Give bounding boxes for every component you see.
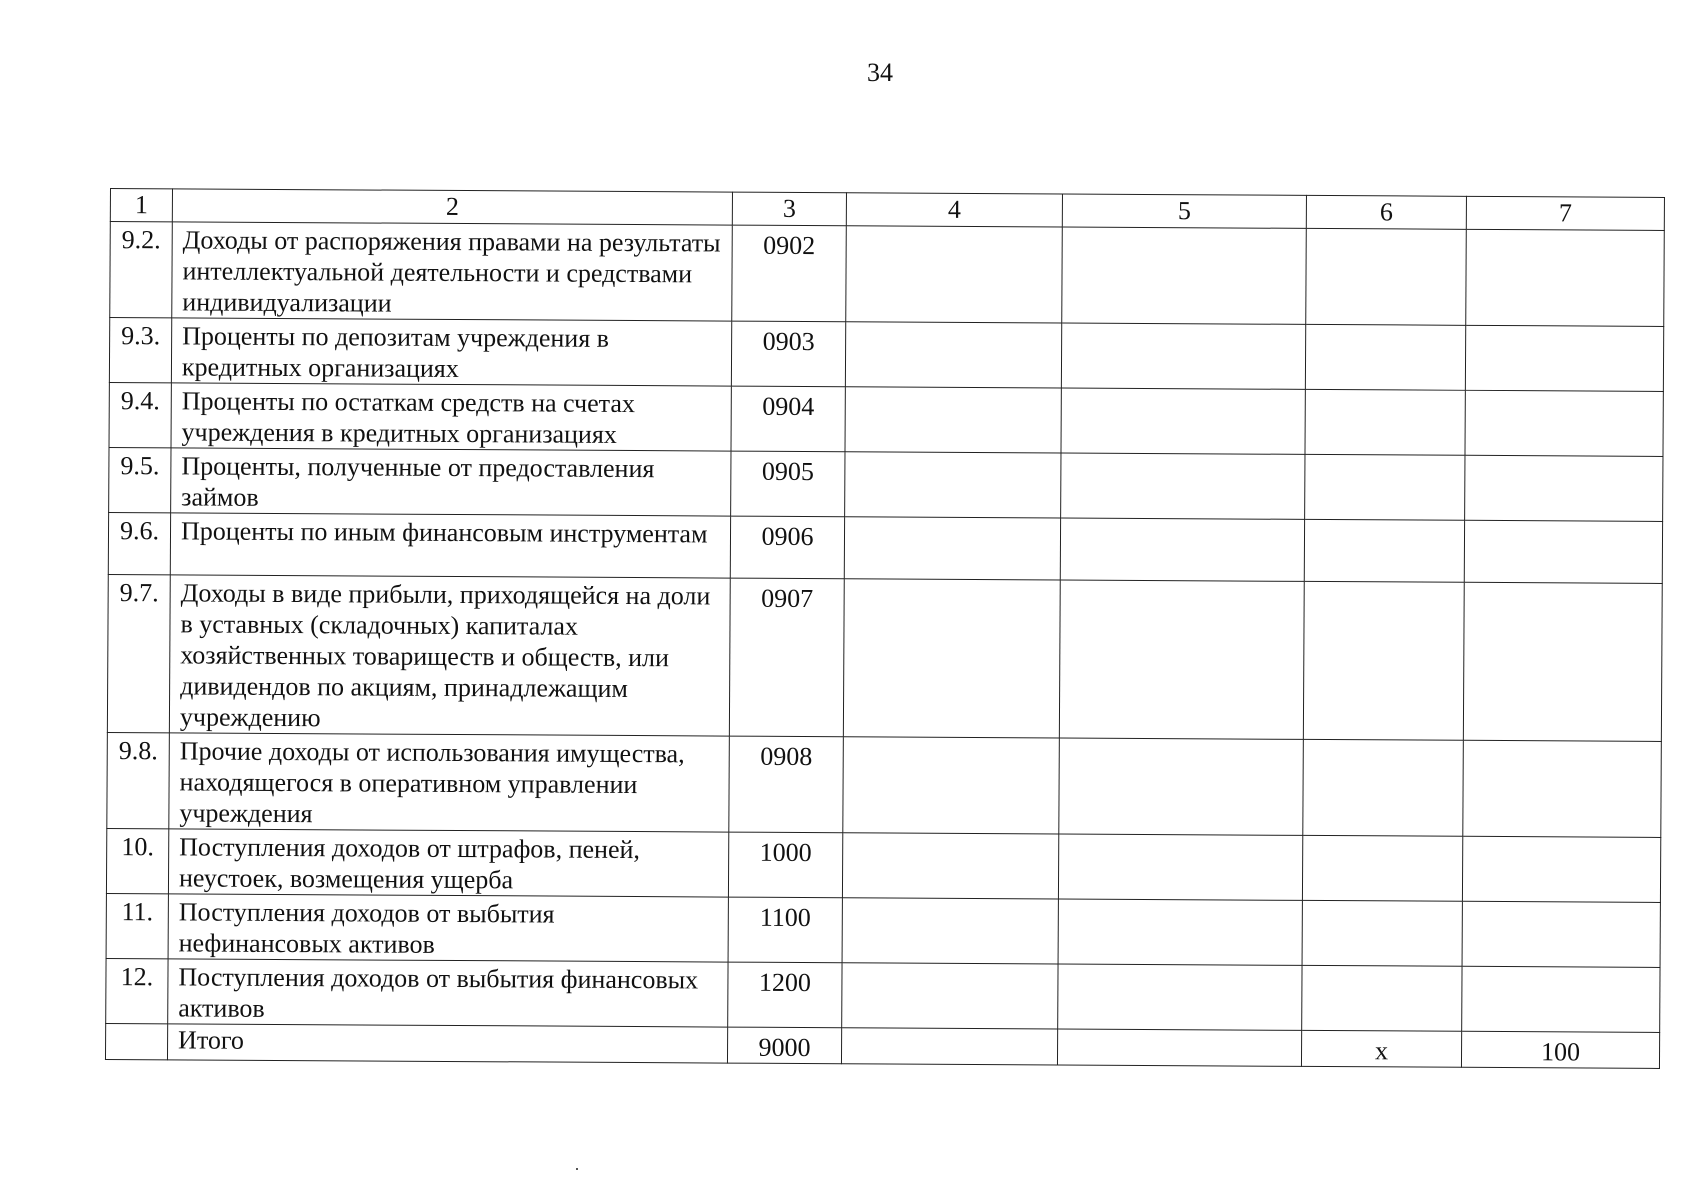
row-number: 9.2. bbox=[110, 222, 173, 318]
row-description: Проценты по остаткам средств на счетах учреждения в кредитных организациях bbox=[171, 383, 731, 451]
cell-col6 bbox=[1306, 228, 1467, 325]
table-row bbox=[109, 382, 1663, 456]
row-description: Поступления доходов от выбытия нефинансовых активов bbox=[168, 894, 728, 962]
row-code: 1000 bbox=[728, 832, 842, 898]
cell-col7 bbox=[1465, 390, 1663, 456]
cell-col7 bbox=[1465, 325, 1663, 391]
cell-col6 bbox=[1303, 581, 1464, 740]
row-code: 0907 bbox=[729, 578, 844, 737]
cell-col5 bbox=[1058, 834, 1302, 900]
cell-col4 bbox=[842, 898, 1058, 964]
row-code: 0906 bbox=[730, 516, 844, 579]
column-number-5: 5 bbox=[1062, 194, 1306, 228]
row-code: 1200 bbox=[728, 962, 842, 1028]
table-row bbox=[108, 512, 1662, 583]
cell-col7 bbox=[1463, 582, 1662, 741]
cell-col4 bbox=[845, 452, 1061, 518]
cell-col7 bbox=[1462, 836, 1660, 902]
page-number: 34 bbox=[867, 58, 893, 87]
column-number-2: 2 bbox=[172, 189, 732, 225]
table-row bbox=[107, 574, 1662, 741]
cell-col6 bbox=[1304, 519, 1464, 582]
row-description: Проценты по депозитам учреждения в кредитных организациях bbox=[171, 318, 731, 386]
row-number: 9.7. bbox=[107, 574, 170, 732]
cell-col6 bbox=[1303, 739, 1464, 836]
cell-col7 bbox=[1465, 455, 1663, 521]
total-col5 bbox=[1057, 1029, 1301, 1066]
cell-col6 bbox=[1302, 965, 1462, 1031]
table-row bbox=[110, 222, 1665, 327]
cell-col7 bbox=[1462, 966, 1660, 1032]
cell-col6 bbox=[1302, 900, 1462, 966]
cell-col4 bbox=[845, 387, 1061, 453]
cell-col5 bbox=[1061, 453, 1305, 519]
cell-col4 bbox=[842, 963, 1058, 1029]
total-col4 bbox=[841, 1028, 1057, 1065]
cell-col4 bbox=[842, 833, 1058, 899]
cell-col6 bbox=[1305, 389, 1465, 455]
cell-col5 bbox=[1061, 388, 1305, 454]
row-code: 0908 bbox=[729, 736, 844, 833]
cell-col5 bbox=[1058, 899, 1302, 965]
total-col7: 100 bbox=[1461, 1031, 1659, 1068]
row-description: Доходы в виде прибыли, приходящейся на доли в уставных (складочных) капиталах хозяйственных товариществ и обществ, или дивидендов по акциям, принадлежащим учреждению bbox=[169, 575, 730, 736]
row-description: Проценты, полученные от предоставления займов bbox=[171, 448, 731, 516]
cell-col4 bbox=[843, 579, 1060, 738]
row-code: 1100 bbox=[728, 897, 842, 963]
row-code: 0904 bbox=[731, 386, 845, 452]
cell-col7 bbox=[1464, 520, 1662, 583]
cell-col7 bbox=[1462, 901, 1660, 967]
row-number: 9.8. bbox=[107, 732, 170, 828]
cell-col4 bbox=[846, 226, 1063, 323]
total-col6: х bbox=[1301, 1030, 1461, 1067]
cell-col6 bbox=[1305, 454, 1465, 520]
row-description: Прочие доходы от использования имущества, находящегося в оперативном управлении учреждения bbox=[169, 733, 730, 832]
table-row bbox=[109, 318, 1663, 392]
row-number: 9.4. bbox=[109, 382, 171, 447]
table-container bbox=[105, 188, 1664, 1069]
cell-col6 bbox=[1302, 835, 1462, 901]
column-number-3: 3 bbox=[732, 192, 846, 226]
cell-col7 bbox=[1466, 229, 1665, 326]
column-number-4: 4 bbox=[846, 193, 1062, 227]
row-code: 0902 bbox=[732, 225, 847, 322]
table-row bbox=[109, 447, 1663, 521]
row-code: 0903 bbox=[731, 321, 845, 387]
cell-col4 bbox=[843, 737, 1060, 834]
cell-col5 bbox=[1062, 227, 1307, 324]
total-code: 9000 bbox=[727, 1027, 841, 1064]
row-number: 9.3. bbox=[109, 318, 171, 383]
income-table bbox=[105, 188, 1665, 1069]
table-row bbox=[106, 893, 1660, 967]
cell-col5 bbox=[1060, 518, 1304, 581]
table-row bbox=[107, 732, 1662, 837]
table-row bbox=[106, 828, 1660, 902]
cell-col5 bbox=[1059, 580, 1304, 739]
row-number: 12. bbox=[106, 958, 168, 1023]
row-description: Проценты по иным финансовым инструментам bbox=[170, 513, 730, 578]
column-number-1: 1 bbox=[110, 189, 172, 222]
cell-col5 bbox=[1058, 964, 1302, 1030]
total-row bbox=[105, 1023, 1659, 1068]
cell-col4 bbox=[844, 517, 1060, 580]
row-number: 10. bbox=[106, 828, 168, 893]
row-code: 0905 bbox=[731, 451, 845, 517]
table-row bbox=[106, 958, 1660, 1032]
total-row-number bbox=[105, 1023, 167, 1059]
column-number-7: 7 bbox=[1466, 196, 1664, 230]
row-number: 11. bbox=[106, 893, 168, 958]
cell-col6 bbox=[1305, 324, 1465, 390]
cell-col5 bbox=[1059, 738, 1304, 835]
scan-speck bbox=[576, 1168, 578, 1170]
row-number: 9.6. bbox=[108, 512, 170, 574]
row-number: 9.5. bbox=[109, 447, 171, 512]
total-label: Итого bbox=[167, 1024, 727, 1063]
cell-col4 bbox=[845, 322, 1061, 388]
row-description: Доходы от распоряжения правами на результаты интеллектуальной деятельности и средствами индивидуализации bbox=[172, 222, 733, 321]
cell-col5 bbox=[1061, 323, 1305, 389]
cell-col7 bbox=[1463, 740, 1662, 837]
row-description: Поступления доходов от выбытия финансовых активов bbox=[168, 959, 728, 1027]
row-description: Поступления доходов от штрафов, пеней, неустоек, возмещения ущерба bbox=[168, 829, 728, 897]
column-number-6: 6 bbox=[1306, 195, 1466, 229]
